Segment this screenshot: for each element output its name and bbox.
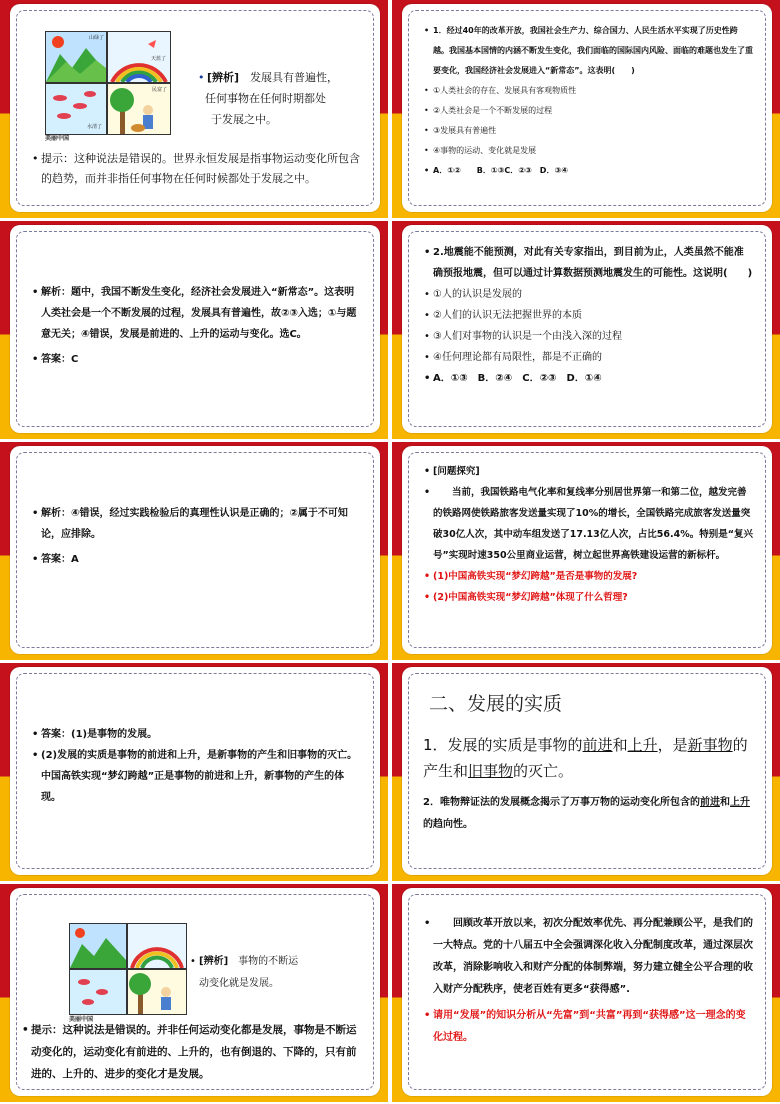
comic-panel-rainbow — [127, 923, 187, 969]
keyword-forward: 前进 — [582, 736, 613, 754]
concept-block — [423, 732, 753, 836]
analysis-text: • 解析：④错误，经过实践检验后的真理性认识是正确的；②属于不可知论，应排除。 — [31, 503, 361, 545]
answer-1: • 答案：(1)是事物的发展。 — [31, 724, 361, 745]
answer-2: • (2)发展的实质是事物的前进和上升，是新事物的产生和旧事物的灭亡。中国高铁实现“梦幻跨越”正是事物的前进和上升，新事物的产生的体现。 — [31, 745, 361, 808]
question-number: 1． — [433, 26, 447, 35]
concept-text: 的产生和 — [423, 736, 748, 780]
hint-block — [31, 149, 361, 189]
slide-card — [402, 446, 772, 654]
slide-border — [408, 894, 766, 1090]
option-3: • ③人们对事物的认识是一个由浅入深的过程 — [423, 326, 753, 347]
inquiry-block — [423, 461, 753, 608]
analysis-block — [31, 282, 361, 370]
slide-card — [10, 888, 380, 1096]
concept-1 — [423, 732, 753, 784]
keyword-old-thing: 旧事物 — [468, 762, 514, 780]
comic-panel-mountains — [69, 923, 127, 969]
comic-panel-farmer — [107, 83, 171, 135]
answer-choices: • A．①② B．①③C．②③ D．③④ — [423, 161, 753, 181]
question-block — [423, 21, 753, 181]
option-1: • ①人的认识是发展的 — [423, 284, 753, 305]
analysis-line: 动变化就是发展。 — [199, 978, 279, 989]
case-question: • 请用“发展”的知识分析从“先富”到“共富”再到“获得感”这一理念的变化过程。 — [423, 1005, 753, 1049]
slide-border — [16, 452, 374, 648]
comic-tag: 山绿了 — [88, 35, 104, 41]
inquiry-text: • 当前，我国铁路电气化率和复线率分别居世界第一和第二位，越发完善的铁路网使铁路旅客发送量实现了10%的增长，全国铁路完成旅客发送量突破30亿人次，其中动车组发送了17.13亿人次，占比56.4%。特别是“复兴号”实现时速350公里商业运营，树立起世界高铁建设运营的新标杆。 — [423, 482, 753, 566]
hint-block — [21, 1019, 361, 1085]
analysis-block — [197, 67, 361, 130]
mountain-sun-icon — [70, 924, 126, 968]
option-2: • ②人类社会是一个不断发展的过程 — [423, 101, 753, 121]
concept-2 — [423, 792, 753, 836]
analysis-label: [辨析] — [199, 956, 229, 967]
question-block — [423, 242, 753, 389]
concept-text: 的趋向性。 — [423, 819, 473, 830]
comic-tag: 水清了 — [86, 124, 102, 130]
slide-card — [10, 225, 380, 433]
hint-text: • 提示：这种说法是错误的。并非任何运动变化都是发展，事物是不断运动变化的，运动变化有前进的、上升的，也有倒退的、下降的，只有前进的、上升的、进步的变化才是发展。 — [21, 1019, 361, 1085]
slide-4[interactable] — [392, 221, 780, 439]
comic-panel-mountains — [45, 31, 107, 83]
case-block — [423, 913, 753, 1049]
concept-text: 的灭亡。 — [513, 762, 574, 780]
answer-text: • 答案：A — [31, 549, 361, 570]
slide-card — [402, 888, 772, 1096]
analysis-text: 发展具有普遍性， — [250, 71, 339, 84]
slide-border — [16, 231, 374, 427]
analysis-line: 任何事物在任何时期都处 — [205, 92, 326, 105]
section-title: 二、发展的实质 — [429, 693, 563, 715]
slide-border — [16, 673, 374, 869]
slide-card — [402, 4, 772, 212]
slide-border — [408, 231, 766, 427]
analysis-line — [189, 951, 361, 973]
concept-text: 2．唯物辩证法的发展概念揭示了万事万物的运动变化所包含的 — [423, 797, 700, 808]
comic-panel-farmer — [127, 969, 187, 1015]
slide-1[interactable] — [0, 0, 388, 218]
slide-7[interactable] — [0, 663, 388, 881]
comic-panel-fish — [45, 83, 107, 135]
comic-tag: 天蓝了 — [150, 56, 166, 62]
slide-card — [10, 446, 380, 654]
slide-card — [10, 667, 380, 875]
keyword-rise: 上升 — [729, 797, 750, 808]
slide-border — [16, 894, 374, 1090]
slide-card — [402, 225, 772, 433]
analysis-block — [189, 951, 361, 995]
fish-icon — [70, 970, 126, 1014]
answer-choices: • A．①③ B．②④ C．②③ D．①④ — [423, 368, 753, 389]
slide-9[interactable] — [0, 884, 388, 1102]
comic-panel-fish — [69, 969, 127, 1015]
option-1: • ①人类社会的存在、发展具有客观物质性 — [423, 81, 753, 101]
keyword-new-thing: 新事物 — [687, 736, 733, 754]
slide-card — [402, 667, 772, 875]
comic-caption: 美丽中国 — [45, 135, 70, 142]
farmer-tree-icon — [128, 970, 186, 1014]
question-text: • 2.地震能不能预测，对此有关专家指出，到目前为止，人类虽然不能准确预报地震，但可以通过计算数据预测地震发生的可能性。这说明( ) — [423, 242, 753, 284]
concept-text: ，是 — [657, 736, 688, 754]
slide-border — [16, 10, 374, 206]
comic-illustration — [69, 923, 189, 1027]
inquiry-label: • [问题探究] — [423, 461, 753, 482]
concept-text: 和 — [612, 736, 628, 754]
option-2: • ②人们的认识无法把握世界的本质 — [423, 305, 753, 326]
comic-tag: 民富了 — [151, 87, 167, 93]
slide-border — [408, 10, 766, 206]
inquiry-question-2: • (2)中国高铁实现“梦幻跨越”体现了什么哲理? — [423, 587, 753, 608]
keyword-rise: 上升 — [627, 736, 658, 754]
answer-text: • 答案：C — [31, 349, 361, 370]
slide-2[interactable] — [392, 0, 780, 218]
analysis-text: • 解析：题中，我国不断发生变化，经济社会发展进入“新常态”。这表明人类社会是一个不断发展的过程，发展具有普遍性，故②③入选；①与题意无关；④错误，发展是前进的、上升的运动与变化。选C。 — [31, 282, 361, 345]
slide-border — [408, 673, 766, 869]
concept-text: 和 — [719, 797, 730, 808]
concept-text: 1．发展的实质是事物的 — [423, 736, 583, 754]
question-text — [423, 21, 753, 81]
question-stem: 经过40年的改革开放，我国社会生产力、综合国力、人民生活水平实现了历史性跨越。我国基本国情的内涵不断发生变化，我们面临的国际国内风险、面临的难题也发生了重要变化，我国经济社会发展进入“新常态”。这表明( ) — [433, 26, 753, 75]
option-4: • ④任何理论都有局限性，都是不正确的 — [423, 347, 753, 368]
hint-text: • 提示：这种说法是错误的。世界永恒发展是指事物运动变化所包含的趋势，而并非指任何事物在任何时候都处于发展之中。 — [31, 149, 361, 189]
rainbow-icon — [128, 924, 186, 968]
slide-8[interactable] — [392, 663, 780, 881]
case-text: • 回顾改革开放以来，初次分配效率优先、再分配兼顾公平，是我们的一大特点。党的十八届五中全会强调深化收入分配制度改革，通过深层次改革，消除影响收入和财产分配的体制弊端，努力建立健全公平合理的收入财产分配秩序，使老百姓有更多“获得感”. — [423, 913, 753, 1001]
slide-border — [408, 452, 766, 648]
option-4: • ④事物的运动、变化就是发展 — [423, 141, 753, 161]
slide-10[interactable] — [392, 884, 780, 1102]
slide-card — [10, 4, 380, 212]
inquiry-question-1: • (1)中国高铁实现“梦幻跨越”是否是事物的发展? — [423, 566, 753, 587]
slide-6[interactable] — [392, 442, 780, 660]
analysis-block — [31, 503, 361, 570]
analysis-label: [辨析] — [207, 71, 240, 84]
option-3: • ③发展具有普遍性 — [423, 121, 753, 141]
comic-illustration — [45, 31, 171, 143]
slide-5[interactable] — [0, 442, 388, 660]
analysis-line — [197, 67, 361, 88]
analysis-text: 事物的不断运 — [238, 956, 299, 967]
comic-caption: 美丽中国 — [69, 1016, 94, 1023]
analysis-line: 于发展之中。 — [211, 113, 277, 126]
comic-panel-rainbow — [107, 31, 171, 83]
answer-block — [31, 724, 361, 808]
slide-3[interactable] — [0, 221, 388, 439]
keyword-forward: 前进 — [699, 797, 720, 808]
